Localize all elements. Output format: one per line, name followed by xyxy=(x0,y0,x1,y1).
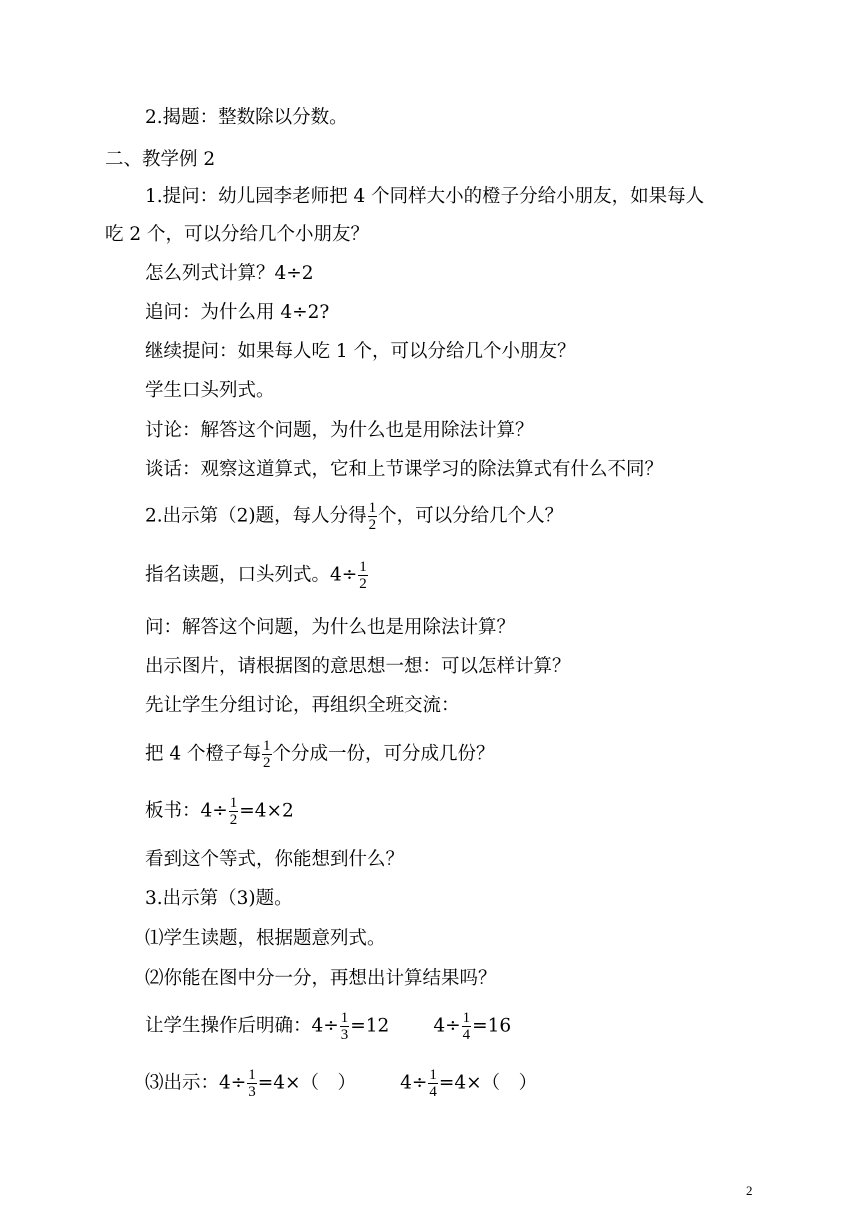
paragraph-operate-result xyxy=(145,1010,511,1043)
paragraph-split-oranges xyxy=(145,738,495,771)
text-segment: =12 xyxy=(350,1015,390,1037)
text-segment: 板书：4÷ xyxy=(145,800,228,822)
paragraph-ask-why: 问：解答这个问题，为什么也是用除法计算？ xyxy=(145,617,516,638)
paragraph-group-discuss: 先让学生分组讨论，再组织全班交流： xyxy=(145,695,460,716)
fraction-denominator: 2 xyxy=(263,755,271,771)
paragraph-talk: 谈话：观察这道算式，它和上节课学习的除法算式有什么不同？ xyxy=(145,459,664,480)
text-segment: =16 xyxy=(472,1015,512,1037)
paragraph-title-reveal: 2.揭题：整数除以分数。 xyxy=(145,107,348,128)
paragraph-show-picture: 出示图片，请根据图的意思想一想：可以怎样计算？ xyxy=(145,656,571,677)
paragraph-equation-think: 看到这个等式，你能想到什么？ xyxy=(145,849,405,870)
paragraph-question: 1.提问：幼儿园李老师把 4 个同样大小的橙子分给小朋友，如果每人 xyxy=(145,186,705,207)
text-segment: =4×（ ） xyxy=(257,1072,357,1094)
paragraph-board-writing xyxy=(145,795,294,828)
paragraph-follow-up: 追问：为什么用 4÷2? xyxy=(145,302,330,323)
fraction-quarter xyxy=(428,1067,438,1100)
text-segment: 个分成一份，可分成几份？ xyxy=(272,743,495,765)
fraction-numerator: 1 xyxy=(248,1067,256,1083)
text-segment: 4÷ xyxy=(433,1015,461,1037)
text-segment: 把 4 个橙子每 xyxy=(145,743,262,765)
fraction-denominator: 4 xyxy=(429,1084,437,1100)
paragraph-continue-ask: 继续提问：如果每人吃 1 个，可以分给几个小朋友？ xyxy=(145,341,576,362)
paragraph-question-cont: 吃 2 个，可以分给几个小朋友？ xyxy=(105,224,370,245)
fraction-denominator: 2 xyxy=(368,517,377,533)
text-segment: 2.出示第（2)题，每人分得 xyxy=(145,505,367,527)
text-segment: ⑶出示：4÷ xyxy=(145,1072,247,1094)
text-segment: 指名读题，口头列式。4÷ xyxy=(145,564,358,586)
fraction-denominator: 2 xyxy=(359,576,367,592)
fraction-denominator: 4 xyxy=(462,1027,471,1043)
fraction-third xyxy=(247,1067,257,1100)
text-segment: 个，可以分给几个人？ xyxy=(378,505,564,527)
fraction-quarter xyxy=(462,1010,472,1043)
text-segment: 让学生操作后明确：4÷ xyxy=(145,1015,339,1037)
fraction-numerator: 1 xyxy=(359,559,367,575)
text-segment: =4×2 xyxy=(239,800,294,822)
fraction-half xyxy=(358,559,368,592)
paragraph-how-calc: 怎么列式计算？4÷2 xyxy=(145,263,314,284)
paragraph-read-problem xyxy=(145,559,369,592)
page-number: 2 xyxy=(746,1183,753,1198)
fraction-numerator: 1 xyxy=(263,738,271,754)
fraction-numerator: 1 xyxy=(368,500,377,516)
fraction-denominator: 3 xyxy=(340,1027,349,1043)
fraction-numerator: 1 xyxy=(462,1010,471,1026)
paragraph-step-3 xyxy=(145,1067,537,1100)
fraction-third xyxy=(340,1010,350,1043)
paragraph-oral: 学生口头列式。 xyxy=(145,380,275,401)
text-segment: =4×（ ） xyxy=(438,1072,538,1094)
fraction-half xyxy=(368,500,378,533)
paragraph-step-1: ⑴学生读题，根据题意列式。 xyxy=(145,928,386,949)
fraction-denominator: 2 xyxy=(229,812,238,828)
fraction-numerator: 1 xyxy=(229,795,238,811)
fraction-half xyxy=(262,738,272,771)
section-heading: 二、教学例 2 xyxy=(105,149,216,170)
paragraph-show-problem-2 xyxy=(145,500,563,533)
text-segment: 4÷ xyxy=(400,1072,428,1094)
fraction-denominator: 3 xyxy=(248,1084,256,1100)
fraction-numerator: 1 xyxy=(429,1067,437,1083)
paragraph-discuss: 讨论：解答这个问题，为什么也是用除法计算？ xyxy=(145,420,534,441)
paragraph-show-problem-3: 3.出示第（3)题。 xyxy=(145,888,293,909)
paragraph-step-2: ⑵你能在图中分一分，再想出计算结果吗？ xyxy=(145,968,497,989)
fraction-numerator: 1 xyxy=(340,1010,349,1026)
fraction-half xyxy=(229,795,239,828)
